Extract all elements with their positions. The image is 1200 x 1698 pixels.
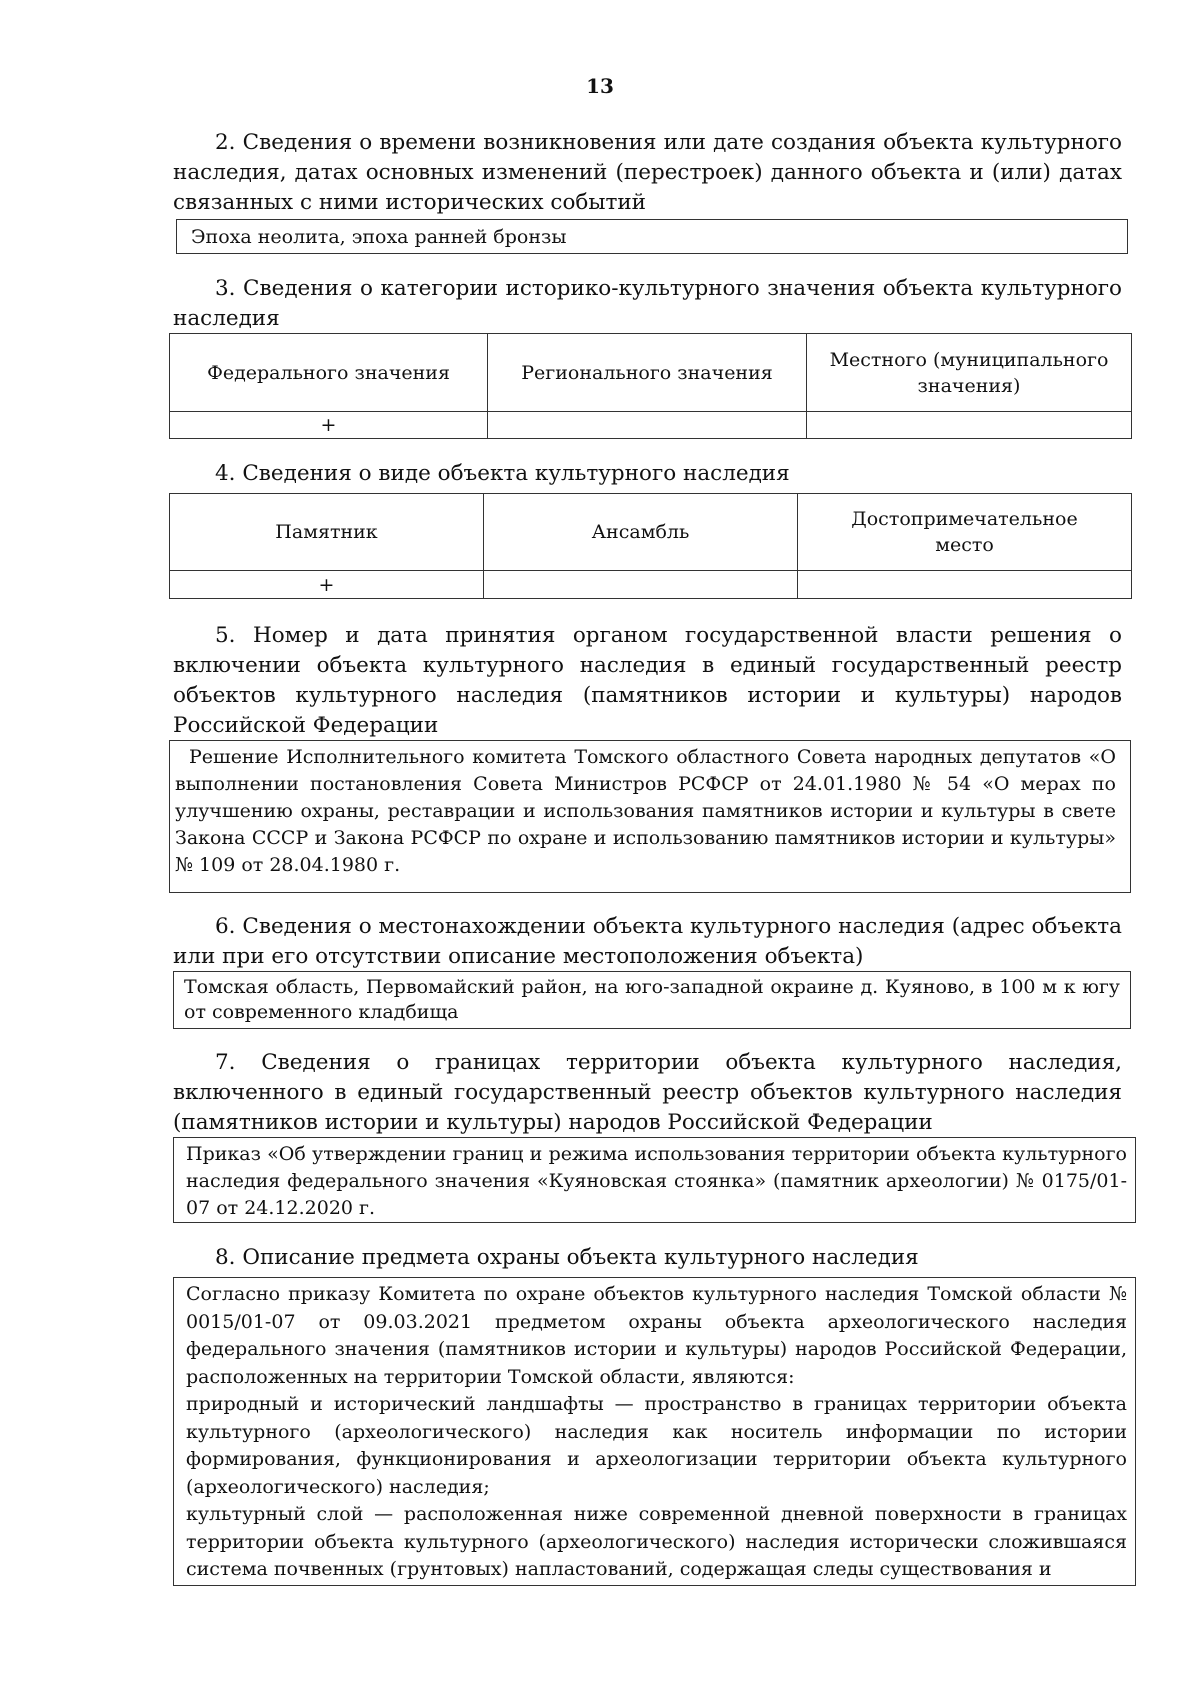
- type-mark-ensemble: [484, 571, 798, 599]
- category-header-local: Местного (муниципального значения): [807, 334, 1132, 412]
- section-5-value: Решение Исполнительного комитета Томского областного Совета народных депутатов «О выполнении постановления Совета Министров РСФСР от 24.01.1980 № 54 «О мерах по улучшению охраны, реставрации и использования памятников истории и культуры в свете Закона СССР и Закона РСФСР по охране и использованию памятников истории и культуры» № 109 от 28.04.1980 г.: [175, 746, 1116, 876]
- protection-paragraph-2: природный и исторический ландшафты — пространство в границах территории объекта культурного (археологического) наследия как носитель информации по истории формирования, функционирования и археологизации территории объекта культурного (археологического) наследия;: [186, 1393, 1127, 1498]
- protection-paragraph-1: Согласно приказу Комитета по охране объектов культурного наследия Томской области № 0015/01-07 от 09.03.2021 предметом охраны объекта археологического наследия федерального значения (памятников истории и культуры) народов Российской Федерации, расположенных на территории Томской области, являются:: [186, 1283, 1127, 1388]
- type-header-ensemble: Ансамбль: [484, 494, 798, 571]
- section-2-value: Эпоха неолита, эпоха ранней бронзы: [191, 226, 567, 248]
- section-2-value-box: [176, 219, 1128, 254]
- section-6-heading: 6. Сведения о местонахождении объекта культурного наследия (адрес объекта или при его отсутствии описание местоположения объекта): [173, 914, 1122, 969]
- type-header-landmark: Достопримечательное место: [798, 494, 1132, 571]
- section-8-heading: 8. Описание предмета охраны объекта культурного наследия: [215, 1245, 919, 1270]
- category-mark-regional: [488, 412, 807, 439]
- page-number: 13: [586, 74, 614, 98]
- section-6-value: Томская область, Первомайский район, на юго-западной окраине д. Куяново, в 100 м к югу от современного кладбища: [184, 976, 1120, 1023]
- section-7-value-box: [173, 1137, 1136, 1223]
- section-5-value-box: [169, 740, 1131, 893]
- section-7-value: Приказ «Об утверждении границ и режима использования территории объекта культурного наследия федерального значения «Куяновская стоянка» (памятник археологии) № 0175/01-07 от 24.12.2020 г.: [186, 1143, 1127, 1219]
- category-mark-federal: +: [170, 412, 488, 439]
- protection-paragraph-3: культурный слой — расположенная ниже современной дневной поверхности в границах территории объекта культурного (археологического) наследия исторически сложившаяся система почвенных (грунтовых) напластований, содержащая следы существования и: [186, 1503, 1127, 1580]
- section-6-value-box: [173, 971, 1131, 1029]
- section-4-heading: 4. Сведения о виде объекта культурного наследия: [215, 461, 790, 486]
- category-table: [169, 333, 1132, 439]
- type-mark-monument: +: [170, 571, 484, 599]
- category-header-regional: Регионального значения: [488, 334, 807, 412]
- section-3-heading: 3. Сведения о категории историко-культурного значения объекта культурного наследия: [173, 276, 1122, 331]
- type-table: [169, 493, 1132, 599]
- category-header-federal: Федерального значения: [170, 334, 488, 412]
- category-mark-local: [807, 412, 1132, 439]
- section-7-heading: 7. Сведения о границах территории объекта культурного наследия, включенного в единый государственный реестр объектов культурного наследия (памятников истории и культуры) народов Российской Федерации: [173, 1050, 1122, 1135]
- section-2-heading: 2. Сведения о времени возникновения или дате создания объекта культурного наследия, датах основных изменений (перестроек) данного объекта и (или) датах связанных с ними исторических событий: [173, 130, 1122, 215]
- type-mark-landmark: [798, 571, 1132, 599]
- type-header-monument: Памятник: [170, 494, 484, 571]
- section-5-heading: 5. Номер и дата принятия органом государственной власти решения о включении объекта культурного наследия в единый государственный реестр объектов культурного наследия (памятников истории и культуры) народов Российской Федерации: [173, 623, 1122, 738]
- section-8-value-box: [173, 1277, 1136, 1586]
